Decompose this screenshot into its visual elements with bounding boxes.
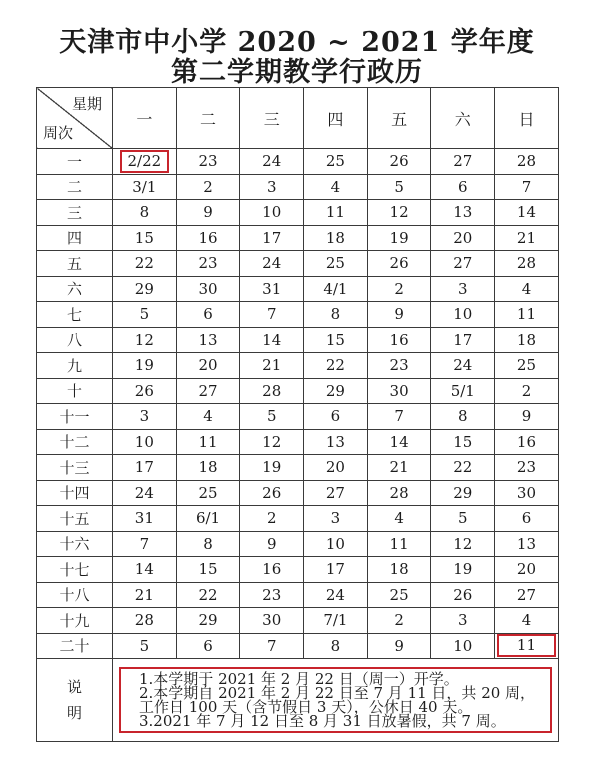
date-cell: 16	[176, 225, 240, 251]
date-cell: 22	[113, 251, 177, 277]
date-cell: 3	[240, 174, 304, 200]
date-cell: 31	[240, 276, 304, 302]
date-cell: 12	[367, 200, 431, 226]
notes-label	[37, 659, 113, 742]
corner-week-label: 周次	[43, 124, 74, 142]
date-cell: 17	[304, 557, 368, 583]
date-cell: 14	[495, 200, 559, 226]
week-number-cell: 五	[37, 251, 113, 277]
date-cell: 8	[431, 404, 495, 430]
date-cell: 30	[176, 276, 240, 302]
date-cell: 29	[304, 378, 368, 404]
notes-cell	[113, 659, 559, 742]
date-cell: 20	[304, 455, 368, 481]
week-number-cell: 十八	[37, 582, 113, 608]
date-cell: 6	[176, 633, 240, 659]
semester-end-highlight: 11	[497, 634, 556, 657]
week-number-cell: 七	[37, 302, 113, 328]
date-cell: 18	[304, 225, 368, 251]
week-number-cell: 四	[37, 225, 113, 251]
notes-row	[37, 659, 559, 742]
week-number-cell: 八	[37, 327, 113, 353]
date-cell: 10	[304, 531, 368, 557]
week-row	[37, 174, 559, 200]
date-cell: 19	[431, 557, 495, 583]
note-item: 1.本学期于 2021 年 2 月 22 日（周一）开学。	[139, 670, 459, 688]
date-cell: 27	[176, 378, 240, 404]
date-cell: 19	[367, 225, 431, 251]
date-cell: 3	[304, 506, 368, 532]
date-cell: 28	[240, 378, 304, 404]
date-cell: 11	[304, 200, 368, 226]
date-cell: 6	[495, 506, 559, 532]
corner-header-cell	[37, 88, 113, 149]
date-cell: 7	[113, 531, 177, 557]
weekday-header-sat: 六	[431, 88, 495, 149]
week-row	[37, 404, 559, 430]
notes-label-text: 说明	[67, 678, 83, 722]
week-number-cell: 十九	[37, 608, 113, 634]
week-number-cell: 十	[37, 378, 113, 404]
date-cell: 21	[113, 582, 177, 608]
date-cell: 10	[240, 200, 304, 226]
date-cell: 29	[431, 480, 495, 506]
date-cell: 25	[304, 149, 368, 175]
date-cell: 23	[240, 582, 304, 608]
week-row	[37, 251, 559, 277]
date-cell: 26	[367, 149, 431, 175]
date-cell: 29	[176, 608, 240, 634]
date-cell: 11	[367, 531, 431, 557]
date-cell: 15	[431, 429, 495, 455]
date-cell: 7/1	[304, 608, 368, 634]
date-cell: 18	[367, 557, 431, 583]
week-number-cell: 二	[37, 174, 113, 200]
date-cell: 25	[304, 251, 368, 277]
week-number-cell: 十六	[37, 531, 113, 557]
date-cell: 28	[495, 251, 559, 277]
date-cell: 23	[367, 353, 431, 379]
date-cell: 9	[240, 531, 304, 557]
week-number-cell: 十一	[37, 404, 113, 430]
week-row	[37, 633, 559, 659]
weekday-header-sun: 日	[495, 88, 559, 149]
date-cell: 16	[240, 557, 304, 583]
week-row	[37, 557, 559, 583]
corner-weekday-label: 星期	[71, 95, 102, 113]
date-cell: 3	[431, 276, 495, 302]
date-cell: 10	[431, 302, 495, 328]
semester-start-highlight: 2/22	[120, 150, 170, 173]
week-row	[37, 378, 559, 404]
week-row	[37, 506, 559, 532]
date-cell: 31	[113, 506, 177, 532]
date-cell: 26	[431, 582, 495, 608]
date-cell: 24	[304, 582, 368, 608]
date-cell: 26	[367, 251, 431, 277]
date-cell: 14	[367, 429, 431, 455]
date-cell: 11	[495, 302, 559, 328]
date-cell: 6	[431, 174, 495, 200]
week-row	[37, 455, 559, 481]
week-row	[37, 429, 559, 455]
date-cell: 5/1	[431, 378, 495, 404]
date-cell: 22	[176, 582, 240, 608]
date-cell: 19	[113, 353, 177, 379]
date-cell: 12	[240, 429, 304, 455]
date-cell: 28	[495, 149, 559, 175]
date-cell: 14	[113, 557, 177, 583]
note-item: 3.2021 年 7 月 12 日至 8 月 31 日放暑假，共 7 周。	[139, 712, 506, 730]
date-cell: 21	[367, 455, 431, 481]
date-cell: 29	[113, 276, 177, 302]
date-cell: 15	[304, 327, 368, 353]
date-cell: 5	[240, 404, 304, 430]
date-cell: 20	[431, 225, 495, 251]
date-cell: 3/1	[113, 174, 177, 200]
date-cell: 27	[431, 149, 495, 175]
date-cell: 7	[240, 633, 304, 659]
date-cell: 18	[495, 327, 559, 353]
week-row	[37, 608, 559, 634]
date-cell: 24	[113, 480, 177, 506]
date-cell: 8	[304, 302, 368, 328]
date-cell: 5	[367, 174, 431, 200]
date-cell: 9	[176, 200, 240, 226]
date-cell: 9	[495, 404, 559, 430]
week-number-cell: 十三	[37, 455, 113, 481]
date-cell: 3	[431, 608, 495, 634]
date-cell: 7	[240, 302, 304, 328]
date-cell: 14	[240, 327, 304, 353]
date-cell: 27	[304, 480, 368, 506]
week-number-cell: 十五	[37, 506, 113, 532]
date-cell: 24	[240, 251, 304, 277]
week-row	[37, 276, 559, 302]
date-cell: 22	[431, 455, 495, 481]
date-cell: 4	[495, 276, 559, 302]
date-cell: 11	[176, 429, 240, 455]
date-cell: 21	[240, 353, 304, 379]
date-cell: 25	[495, 353, 559, 379]
week-row	[37, 531, 559, 557]
date-cell: 2	[367, 276, 431, 302]
date-cell: 7	[367, 404, 431, 430]
week-row	[37, 480, 559, 506]
week-row	[37, 327, 559, 353]
date-cell: 22	[304, 353, 368, 379]
date-cell: 12	[431, 531, 495, 557]
date-cell: 23	[495, 455, 559, 481]
notes-highlight-box	[119, 667, 552, 733]
date-cell: 13	[431, 200, 495, 226]
date-cell: 8	[304, 633, 368, 659]
date-cell: 17	[431, 327, 495, 353]
week-number-cell: 六	[37, 276, 113, 302]
weekday-header-tue: 二	[176, 88, 240, 149]
date-cell: 16	[367, 327, 431, 353]
date-cell: 30	[240, 608, 304, 634]
week-number-cell: 十四	[37, 480, 113, 506]
header-row	[37, 88, 559, 149]
date-cell: 17	[113, 455, 177, 481]
date-cell: 3	[113, 404, 177, 430]
date-cell: 18	[176, 455, 240, 481]
date-cell: 25	[176, 480, 240, 506]
date-cell: 10	[431, 633, 495, 659]
date-cell: 24	[240, 149, 304, 175]
date-cell: 13	[304, 429, 368, 455]
week-row	[37, 200, 559, 226]
week-row	[37, 302, 559, 328]
date-cell	[495, 633, 559, 659]
date-cell	[113, 149, 177, 175]
date-cell: 23	[176, 251, 240, 277]
date-cell: 8	[113, 200, 177, 226]
week-row	[37, 353, 559, 379]
date-cell: 5	[431, 506, 495, 532]
date-cell: 10	[113, 429, 177, 455]
date-cell: 6/1	[176, 506, 240, 532]
date-cell: 6	[304, 404, 368, 430]
date-cell: 19	[240, 455, 304, 481]
date-cell: 12	[113, 327, 177, 353]
date-cell: 16	[495, 429, 559, 455]
week-number-cell: 九	[37, 353, 113, 379]
date-cell: 4/1	[304, 276, 368, 302]
date-cell: 15	[176, 557, 240, 583]
date-cell: 25	[367, 582, 431, 608]
semester-calendar-table	[36, 87, 559, 742]
date-cell: 21	[495, 225, 559, 251]
week-number-cell: 十二	[37, 429, 113, 455]
week-number-cell: 三	[37, 200, 113, 226]
week-row	[37, 582, 559, 608]
date-cell: 6	[176, 302, 240, 328]
date-cell: 7	[495, 174, 559, 200]
date-cell: 9	[367, 633, 431, 659]
date-cell: 26	[113, 378, 177, 404]
date-cell: 26	[240, 480, 304, 506]
date-cell: 5	[113, 302, 177, 328]
date-cell: 2	[367, 608, 431, 634]
date-cell: 28	[367, 480, 431, 506]
weekday-header-thu: 四	[304, 88, 368, 149]
date-cell: 2	[495, 378, 559, 404]
date-cell: 20	[495, 557, 559, 583]
date-cell: 13	[176, 327, 240, 353]
date-cell: 9	[367, 302, 431, 328]
date-cell: 28	[113, 608, 177, 634]
calendar-subtitle: 第二学期教学行政历	[171, 57, 423, 88]
week-row	[37, 225, 559, 251]
date-cell: 4	[367, 506, 431, 532]
note-item: 2.本学期自 2021 年 2 月 22 日至 7 月 11 日，共 20 周，工作日 100 天（含节假日 3 天），公休日 40 天。	[139, 684, 536, 716]
calendar-title: 天津市中小学 2020 ~ 2021 学年度	[59, 27, 535, 58]
weekday-header-fri: 五	[367, 88, 431, 149]
date-cell: 30	[495, 480, 559, 506]
week-row	[37, 149, 559, 175]
date-cell: 20	[176, 353, 240, 379]
date-cell: 2	[176, 174, 240, 200]
date-cell: 24	[431, 353, 495, 379]
date-cell: 4	[495, 608, 559, 634]
weekday-header-mon: 一	[113, 88, 177, 149]
week-number-cell: 一	[37, 149, 113, 175]
date-cell: 27	[431, 251, 495, 277]
date-cell: 2	[240, 506, 304, 532]
date-cell: 13	[495, 531, 559, 557]
week-number-cell: 十七	[37, 557, 113, 583]
date-cell: 30	[367, 378, 431, 404]
week-number-cell: 二十	[37, 633, 113, 659]
date-cell: 23	[176, 149, 240, 175]
date-cell: 15	[113, 225, 177, 251]
date-cell: 8	[176, 531, 240, 557]
date-cell: 4	[304, 174, 368, 200]
date-cell: 17	[240, 225, 304, 251]
weekday-header-wed: 三	[240, 88, 304, 149]
date-cell: 4	[176, 404, 240, 430]
date-cell: 27	[495, 582, 559, 608]
date-cell: 5	[113, 633, 177, 659]
